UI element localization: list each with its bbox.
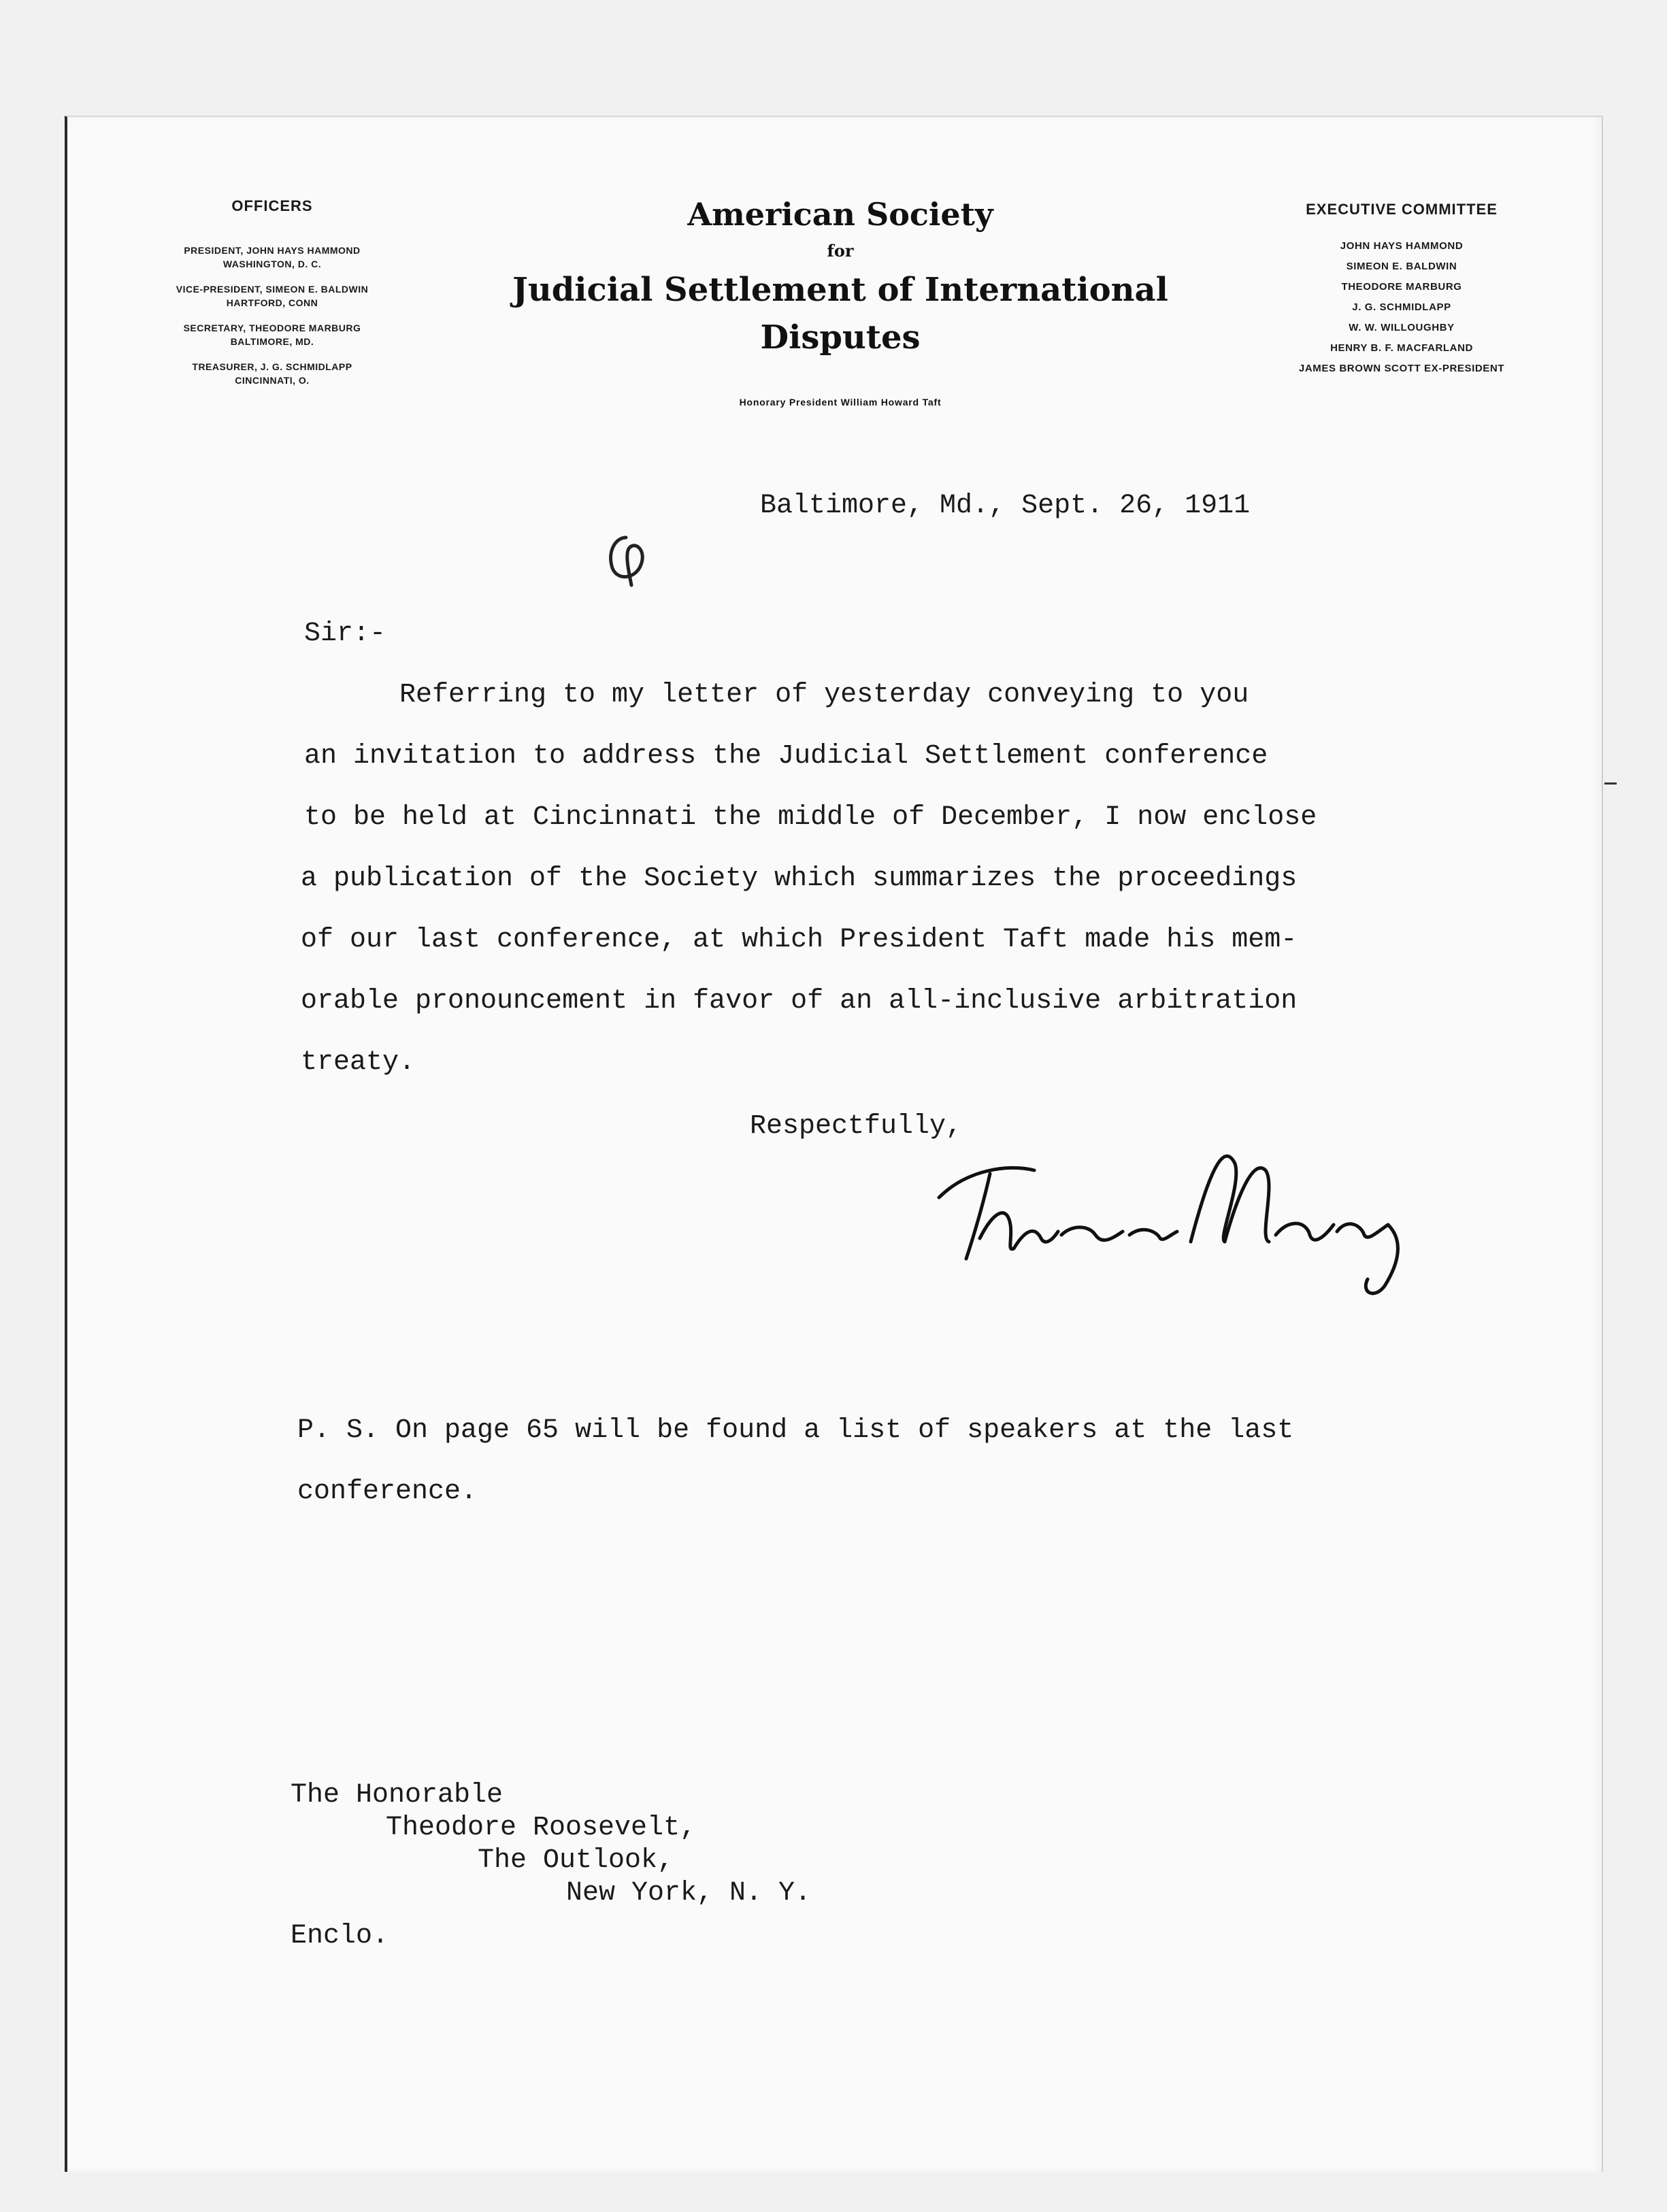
officer-location: CINCINNATI, O. <box>235 375 310 386</box>
postscript-line: P. S. On page 65 will be found a list of speakers at the last <box>297 1415 1294 1446</box>
society-title-block <box>449 194 1232 408</box>
officer-title: PRESIDENT, JOHN HAYS HAMMOND <box>184 245 361 256</box>
dateline: Baltimore, Md., Sept. 26, 1911 <box>760 491 1251 521</box>
body-line: to be held at Cincinnati the middle of December, I now enclose <box>304 802 1317 833</box>
enclosure-note: Enclo. <box>291 1921 389 1951</box>
officer-entry <box>136 244 408 271</box>
body-line: of our last conference, at which President Taft made his mem- <box>301 925 1298 955</box>
officer-location: WASHINGTON, D. C. <box>222 259 322 269</box>
officers-block <box>136 197 408 399</box>
address-line: The Honorable <box>291 1780 504 1811</box>
officer-entry <box>136 321 408 348</box>
officer-title: SECRETARY, THEODORE MARBURG <box>183 323 361 333</box>
committee-member: W. W. WILLOUGHBY <box>1349 322 1455 333</box>
executive-committee-block <box>1252 201 1551 379</box>
committee-member: JOHN HAYS HAMMOND <box>1340 240 1464 252</box>
society-for: for <box>827 241 854 261</box>
handwritten-mark-icon <box>599 531 660 592</box>
closing: Respectfully, <box>750 1111 963 1142</box>
society-name-line2: Judicial Settlement of International Disputes <box>512 271 1168 357</box>
officer-entry <box>136 282 408 310</box>
committee-member: J. G. SCHMIDLAPP <box>1352 301 1451 313</box>
honorary-president: Honorary President William Howard Taft <box>739 397 942 408</box>
body-line: orable pronouncement in favor of an all-inclusive arbitration <box>301 986 1298 1017</box>
committee-member: THEODORE MARBURG <box>1341 281 1462 293</box>
body-line: a publication of the Society which summarizes the proceedings <box>301 863 1298 894</box>
officer-entry <box>136 360 408 387</box>
body-line: an invitation to address the Judicial Settlement conference <box>304 741 1268 772</box>
address-line: New York, N. Y. <box>566 1878 812 1909</box>
salutation: Sir:- <box>304 618 386 649</box>
signature-text: Theodore Marburg <box>925 1303 931 1304</box>
officer-title: TREASURER, J. G. SCHMIDLAPP <box>192 361 352 372</box>
society-name-line1: American Society <box>687 196 993 233</box>
address-line: Theodore Roosevelt, <box>386 1813 697 1843</box>
committee-member: SIMEON E. BALDWIN <box>1346 261 1457 272</box>
signature-image <box>925 1123 1422 1306</box>
officers-heading: OFFICERS <box>231 197 313 214</box>
officer-location: BALTIMORE, MD. <box>230 336 314 347</box>
officer-location: HARTFORD, CONN <box>226 297 318 308</box>
committee-heading: EXECUTIVE COMMITTEE <box>1306 201 1498 218</box>
officer-title: VICE-PRESIDENT, SIMEON E. BALDWIN <box>176 284 369 295</box>
postscript-line: conference. <box>297 1476 478 1507</box>
margin-mark <box>1604 782 1617 785</box>
committee-member: HENRY B. F. MACFARLAND <box>1330 342 1473 354</box>
address-line: The Outlook, <box>478 1845 674 1876</box>
body-line: Referring to my letter of yesterday conveying to you <box>399 680 1249 710</box>
body-line: treaty. <box>301 1047 416 1078</box>
committee-member: JAMES BROWN SCOTT EX-PRESIDENT <box>1298 363 1505 374</box>
